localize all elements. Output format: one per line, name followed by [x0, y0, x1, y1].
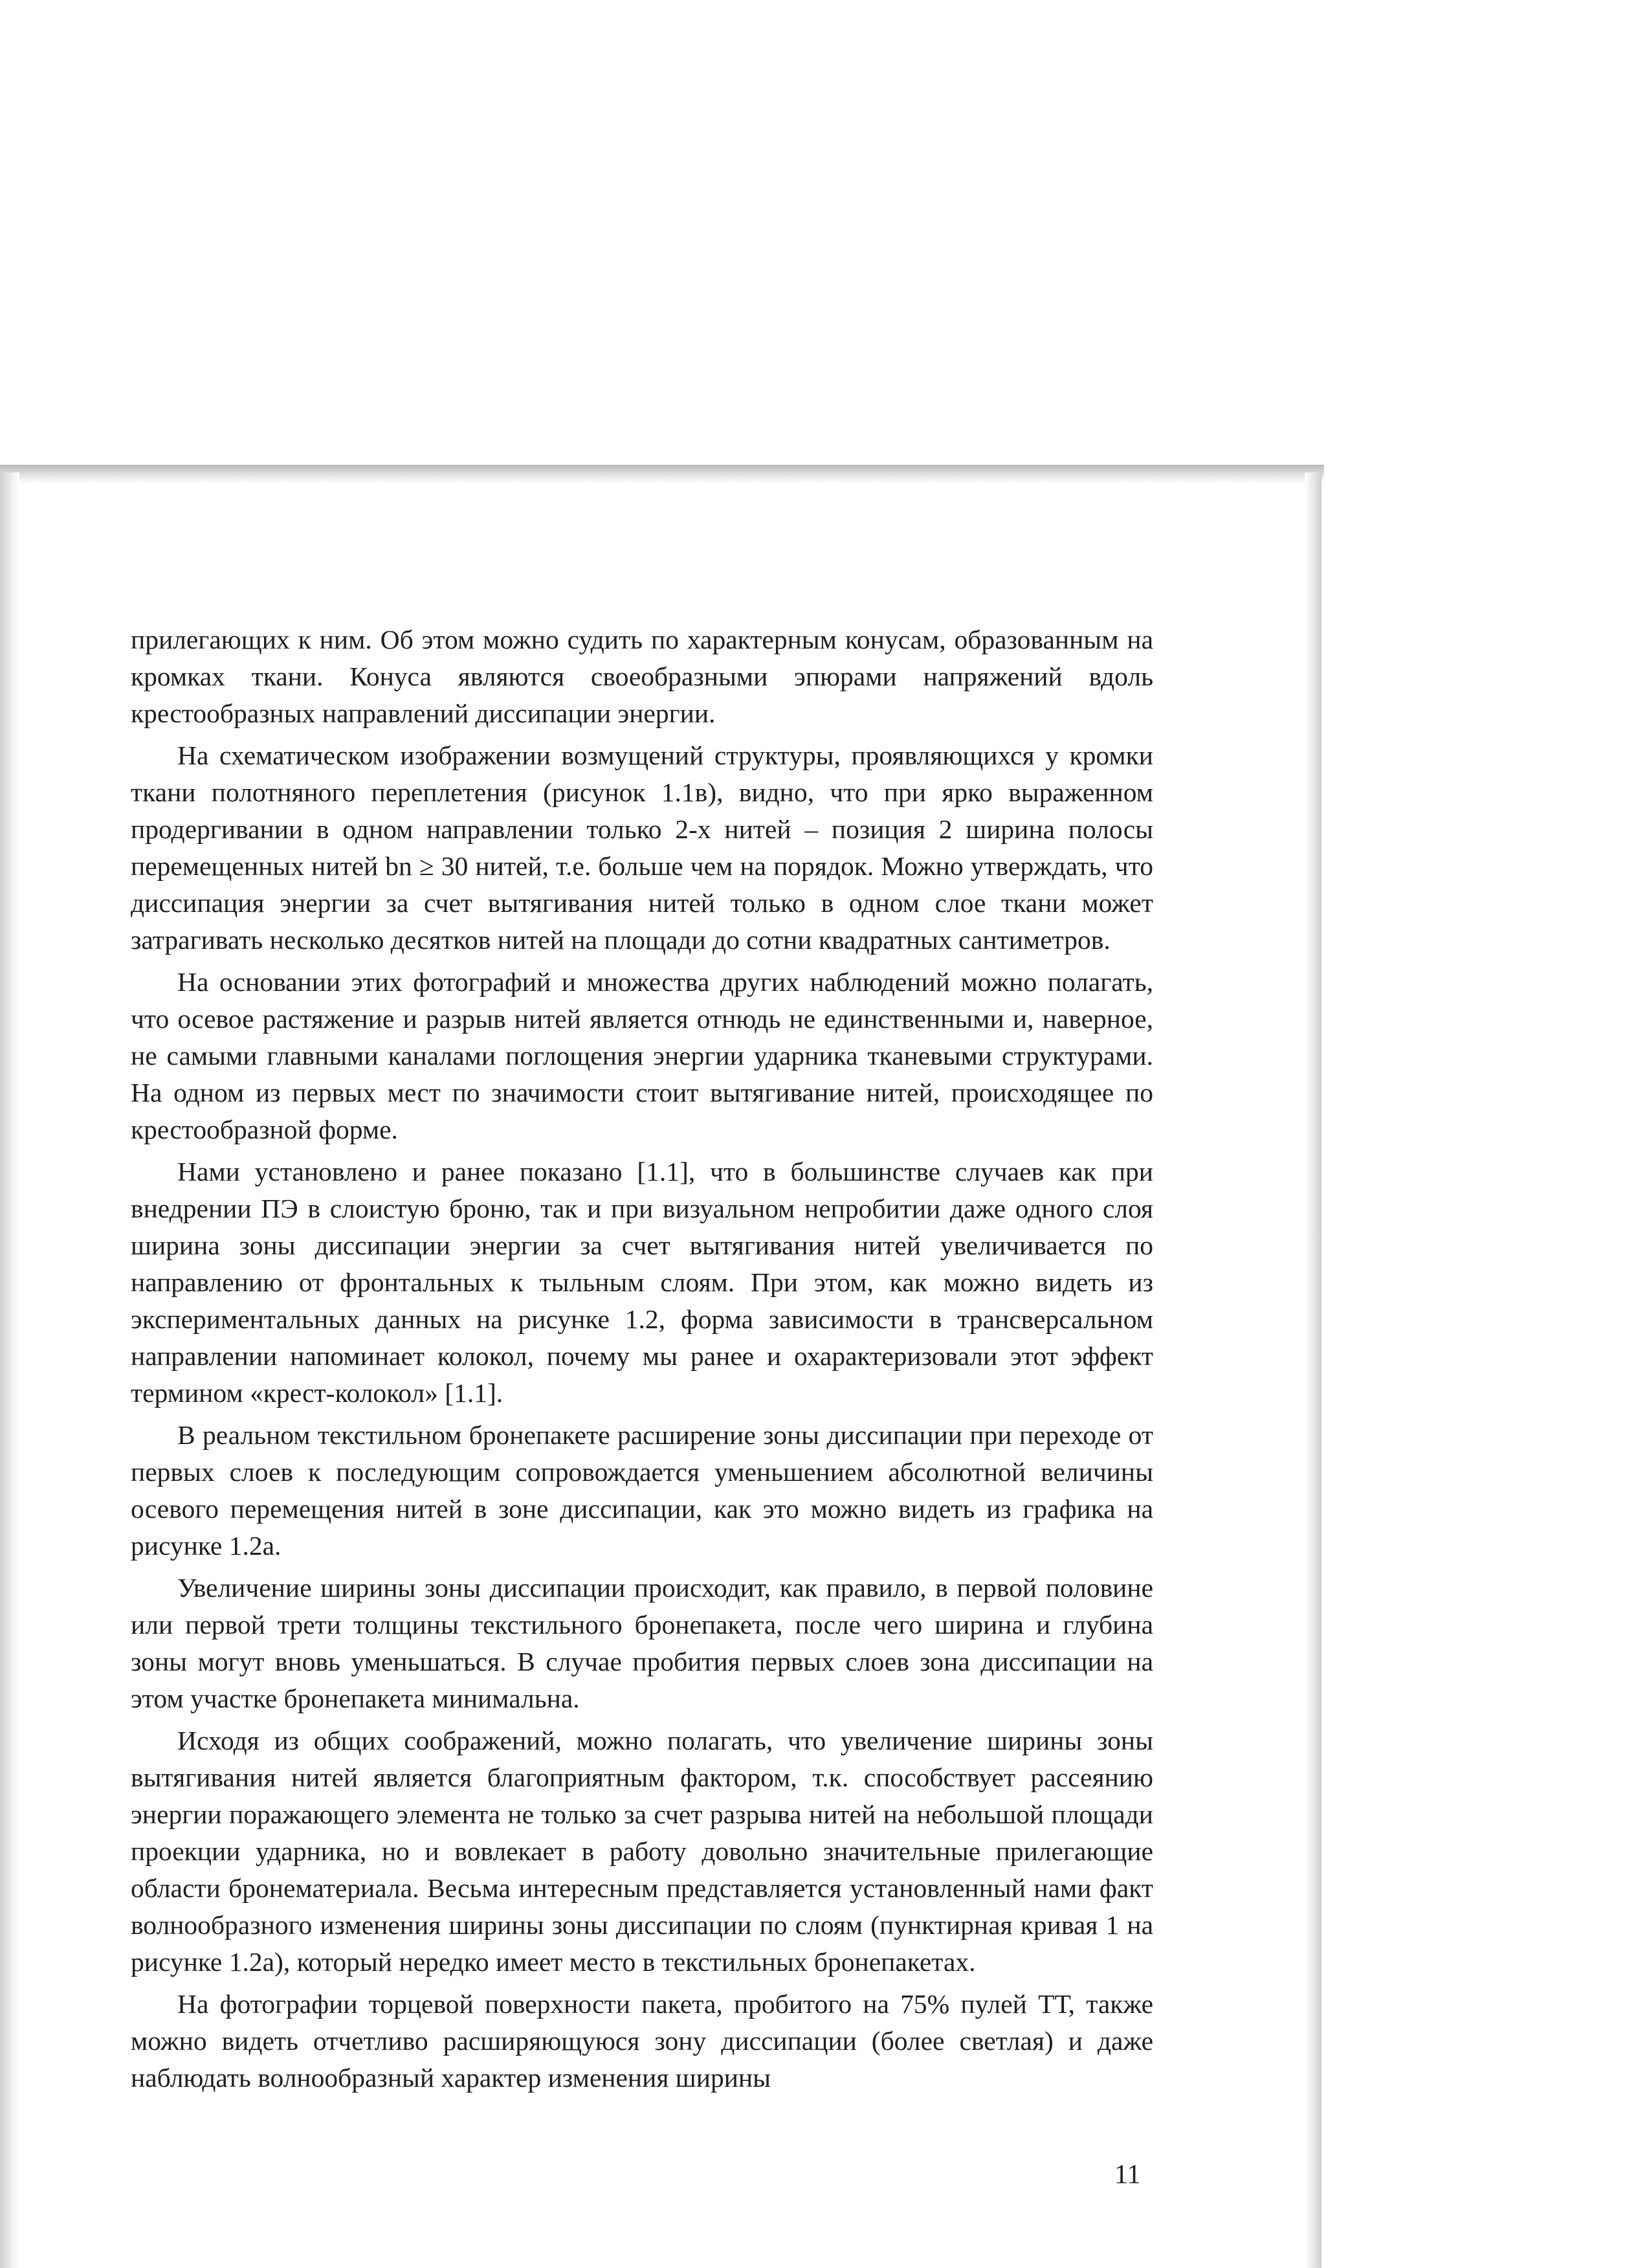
paragraph-2: На схематическом изображении возмущений структуры, проявляющихся у кромки ткани полотняного переплетения (рисунок 1.1в), видно, что при ярко выраженном продергивании в одном направлении только 2-х нитей – позиция 2 ширина полосы перемещенных нитей bn ≥ 30 нитей, т.е. больше чем на порядок. Можно утверждать, что диссипация энергии за счет вытягивания нитей только в одном слое ткани может затрагивать несколько десятков нитей на площади до сотни квадратных сантиметров. — [131, 740, 1153, 955]
paragraph-4: Нами установлено и ранее показано [1.1], что в большинстве случаев как при внедрении ПЭ в слоистую броню, так и при визуальном непробитии даже одного слоя ширина зоны диссипации энергии за счет вытягивания нитей увеличивается по направлению от фронтальных к тыльным слоям. При этом, как можно видеть из экспериментальных данных на рисунке 1.2, форма зависимости в трансверсальном направлении напоминает колокол, почему мы ранее и охарактеризовали этот эффект термином «крест-колокол» [1.1]. — [131, 1157, 1153, 1408]
page-body — [131, 621, 1153, 2102]
paragraph-1: прилегающих к ним. Об этом можно судить по характерным конусам, образованным на кромках ткани. Конуса являются своеобразными эпюрами напряжений вдоль крестообразных направлений диссипации энергии. — [131, 625, 1153, 728]
paragraph-7: Исходя из общих соображений, можно полагать, что увеличение ширины зоны вытягивания нитей является благоприятным фактором, т.к. способствует рассеянию энергии поражающего элемента не только за счет разрыва нитей на небольшой площади проекции ударника, но и вовлекает в работу довольно значительные прилегающие области бронематериала. Весьма интересным представляется установленный нами факт волнообразного изменения ширины зоны диссипации по слоям (пунктирная кривая 1 на рисунке 1.2а), который нередко имеет место в текстильных бронепакетах. — [131, 1726, 1153, 1977]
scan-shadow-top — [0, 465, 1324, 484]
paragraph-8: На фотографии торцевой поверхности пакета, пробитого на 75% пулей ТТ, также можно видеть отчетливо расширяющуюся зону диссипации (более светлая) и даже наблюдать волнообразный характер изменения ширины — [131, 1989, 1153, 2093]
paragraph-5: В реальном текстильном бронепакете расширение зоны диссипации при переходе от первых слоев к последующим сопровождается уменьшением абсолютной величины осевого перемещения нитей в зоне диссипации, как это можно видеть из графика на рисунке 1.2а. — [131, 1420, 1153, 1561]
page-number: 11 — [1114, 2160, 1141, 2190]
paragraph-3: На основании этих фотографий и множества других наблюдений можно полагать, что осевое растяжение и разрыв нитей является отнюдь не единственными и, наверное, не самыми главными каналами поглощения энергии ударника тканевыми структурами. На одном из первых мест по значимости стоит вытягивание нитей, происходящее по крестообразной форме. — [131, 967, 1153, 1144]
scan-shadow-right — [1305, 472, 1321, 2268]
scan-shadow-left — [0, 472, 19, 2268]
paragraph-6: Увеличение ширины зоны диссипации происходит, как правило, в первой половине или первой трети толщины текстильного бронепакета, после чего ширина и глубина зоны могут вновь уменьшаться. В случае пробития первых слоев зона диссипации на этом участке бронепакета минимальна. — [131, 1573, 1153, 1713]
